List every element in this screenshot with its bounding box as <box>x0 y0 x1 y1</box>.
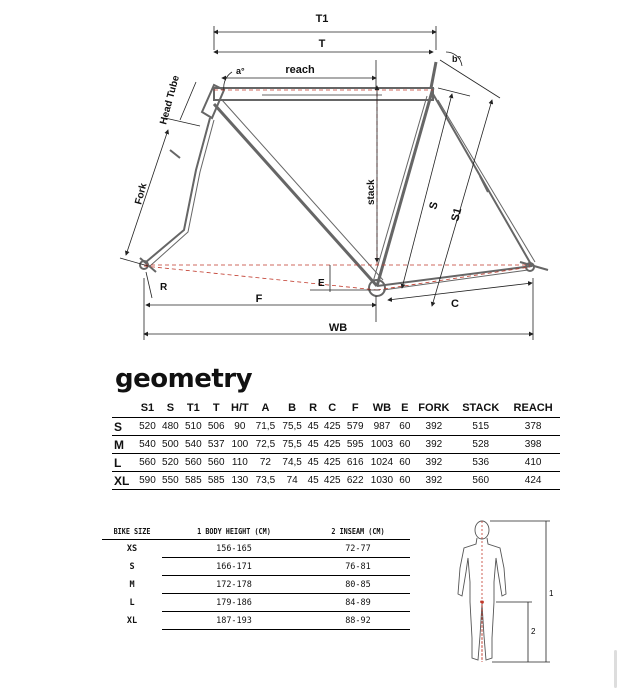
column-header-bike-size: BIKE SIZE <box>107 527 158 540</box>
inseam-cell: 76-81 <box>306 558 410 576</box>
geometry-cell: 425 <box>321 472 344 490</box>
body-height-cell: 172-178 <box>162 576 306 594</box>
sizing-table <box>102 527 410 630</box>
label-a-angle: a° <box>236 66 245 76</box>
column-header: F <box>344 401 367 418</box>
label-wb: WB <box>328 322 348 334</box>
height-dimension <box>490 521 550 662</box>
geometry-header-row <box>112 401 560 418</box>
label-r: R <box>160 282 168 293</box>
geometry-cell: 73,5 <box>252 472 279 490</box>
label-head-tube: Head Tube <box>158 74 182 126</box>
column-header: T <box>205 401 228 418</box>
geometry-cell: 392 <box>412 418 455 436</box>
label-inseam-2: 2 <box>531 627 536 636</box>
geometry-cell: 595 <box>344 436 367 454</box>
geometry-cell: 560 <box>182 454 205 472</box>
geometry-cell: 72,5 <box>252 436 279 454</box>
column-header: T1 <box>182 401 205 418</box>
sizing-row <box>102 612 410 630</box>
geometry-cell: 72 <box>252 454 279 472</box>
row-size-label: S <box>112 418 136 436</box>
column-header: B <box>279 401 306 418</box>
geometry-row <box>112 436 560 454</box>
sizing-row <box>102 558 410 576</box>
geometry-cell: 1003 <box>367 436 398 454</box>
geometry-cell: 500 <box>159 436 182 454</box>
geometry-cell: 515 <box>455 418 506 436</box>
geometry-table <box>112 401 560 490</box>
measurement-lines <box>481 521 484 662</box>
geometry-cell: 71,5 <box>252 418 279 436</box>
geometry-cell: 520 <box>136 418 159 436</box>
dimension-lines <box>120 26 533 340</box>
geometry-cell: 392 <box>412 472 455 490</box>
geometry-cell: 100 <box>228 436 252 454</box>
geometry-cell: 392 <box>412 436 455 454</box>
geometry-cell: 585 <box>205 472 228 490</box>
geometry-cell: 425 <box>321 418 344 436</box>
sizing-row <box>102 594 410 612</box>
column-header: FORK <box>412 401 455 418</box>
row-size-label: M <box>112 436 136 454</box>
sizing-row <box>102 576 410 594</box>
geometry-cell: 585 <box>182 472 205 490</box>
geometry-cell: 425 <box>321 436 344 454</box>
scrollbar-handle[interactable] <box>614 650 617 688</box>
label-stack: stack <box>366 179 377 205</box>
geometry-cell: 392 <box>412 454 455 472</box>
geometry-row <box>112 472 560 490</box>
geometry-cell: 90 <box>228 418 252 436</box>
body-height-cell: 166-171 <box>162 558 306 576</box>
column-header: A <box>252 401 279 418</box>
geometry-cell: 130 <box>228 472 252 490</box>
geometry-cell: 45 <box>306 418 321 436</box>
geometry-cell: 74,5 <box>279 454 306 472</box>
body-height-cell: 187-193 <box>162 612 306 630</box>
bike-frame <box>140 62 548 296</box>
geometry-cell: 75,5 <box>279 418 306 436</box>
label-f: F <box>255 293 263 305</box>
geometry-cell: 45 <box>306 454 321 472</box>
geometry-row <box>112 454 560 472</box>
label-t: T <box>318 38 326 50</box>
label-e: E <box>318 278 325 289</box>
geometry-cell: 520 <box>159 454 182 472</box>
geometry-cell: 540 <box>136 436 159 454</box>
bike-size-cell: XL <box>126 615 138 626</box>
geometry-cell: 622 <box>344 472 367 490</box>
reference-lines <box>144 90 530 290</box>
geometry-cell: 424 <box>506 472 560 490</box>
body-measurement-figure <box>450 518 560 678</box>
body-height-cell: 179-186 <box>162 594 306 612</box>
geometry-cell: 60 <box>397 418 412 436</box>
geometry-cell: 560 <box>205 454 228 472</box>
column-header: STACK <box>455 401 506 418</box>
column-header: E <box>397 401 412 418</box>
column-header: WB <box>367 401 398 418</box>
label-t1: T1 <box>315 13 329 25</box>
header-blank <box>112 401 136 418</box>
geometry-cell: 110 <box>228 454 252 472</box>
geometry-cell: 60 <box>397 436 412 454</box>
column-header: REACH <box>506 401 560 418</box>
geometry-cell: 579 <box>344 418 367 436</box>
column-header: H/T <box>228 401 252 418</box>
geometry-title: geometry <box>115 364 253 394</box>
frame-geometry-diagram <box>0 0 623 345</box>
label-s: S <box>427 200 441 211</box>
geometry-cell: 1030 <box>367 472 398 490</box>
geometry-cell: 536 <box>455 454 506 472</box>
column-header: S <box>159 401 182 418</box>
body-height-cell: 156-165 <box>162 540 306 558</box>
column-header: R <box>306 401 321 418</box>
column-header: S1 <box>136 401 159 418</box>
inseam-cell: 80-85 <box>306 576 410 594</box>
sizing-header-row <box>102 527 410 540</box>
geometry-cell: 987 <box>367 418 398 436</box>
label-fork: Fork <box>133 181 150 206</box>
sizing-row <box>102 540 410 558</box>
label-reach: reach <box>285 64 315 76</box>
bike-size-cell: S <box>129 561 135 572</box>
geometry-cell: 528 <box>455 436 506 454</box>
bike-size-cell: XS <box>126 543 138 554</box>
geometry-cell: 75,5 <box>279 436 306 454</box>
row-size-label: L <box>112 454 136 472</box>
label-body-height-1: 1 <box>549 589 554 598</box>
geometry-cell: 480 <box>159 418 182 436</box>
geometry-cell: 560 <box>136 454 159 472</box>
geometry-cell: 590 <box>136 472 159 490</box>
geometry-cell: 1024 <box>367 454 398 472</box>
inseam-cell: 72-77 <box>306 540 410 558</box>
geometry-cell: 540 <box>182 436 205 454</box>
column-header-body-height: 1 BODY HEIGHT (CM) <box>173 527 295 540</box>
geometry-cell: 506 <box>205 418 228 436</box>
geometry-cell: 45 <box>306 472 321 490</box>
row-size-label: XL <box>112 472 136 490</box>
geometry-cell: 550 <box>159 472 182 490</box>
label-b-angle: b° <box>452 54 462 64</box>
column-header: C <box>321 401 344 418</box>
geometry-cell: 378 <box>506 418 560 436</box>
geometry-cell: 60 <box>397 454 412 472</box>
bike-size-cell: M <box>129 579 135 590</box>
geometry-cell: 398 <box>506 436 560 454</box>
geometry-cell: 616 <box>344 454 367 472</box>
geometry-cell: 410 <box>506 454 560 472</box>
geometry-cell: 60 <box>397 472 412 490</box>
label-s1: S1 <box>449 206 465 223</box>
geometry-row <box>112 418 560 436</box>
column-header-inseam: 2 INSEAM (CM) <box>314 527 402 540</box>
geometry-cell: 45 <box>306 436 321 454</box>
geometry-cell: 425 <box>321 454 344 472</box>
bike-size-cell: L <box>129 597 135 608</box>
inseam-cell: 88-92 <box>306 612 410 630</box>
geometry-cell: 560 <box>455 472 506 490</box>
inseam-cell: 84-89 <box>306 594 410 612</box>
geometry-cell: 537 <box>205 436 228 454</box>
geometry-cell: 510 <box>182 418 205 436</box>
geometry-cell: 74 <box>279 472 306 490</box>
label-c: C <box>451 298 459 310</box>
